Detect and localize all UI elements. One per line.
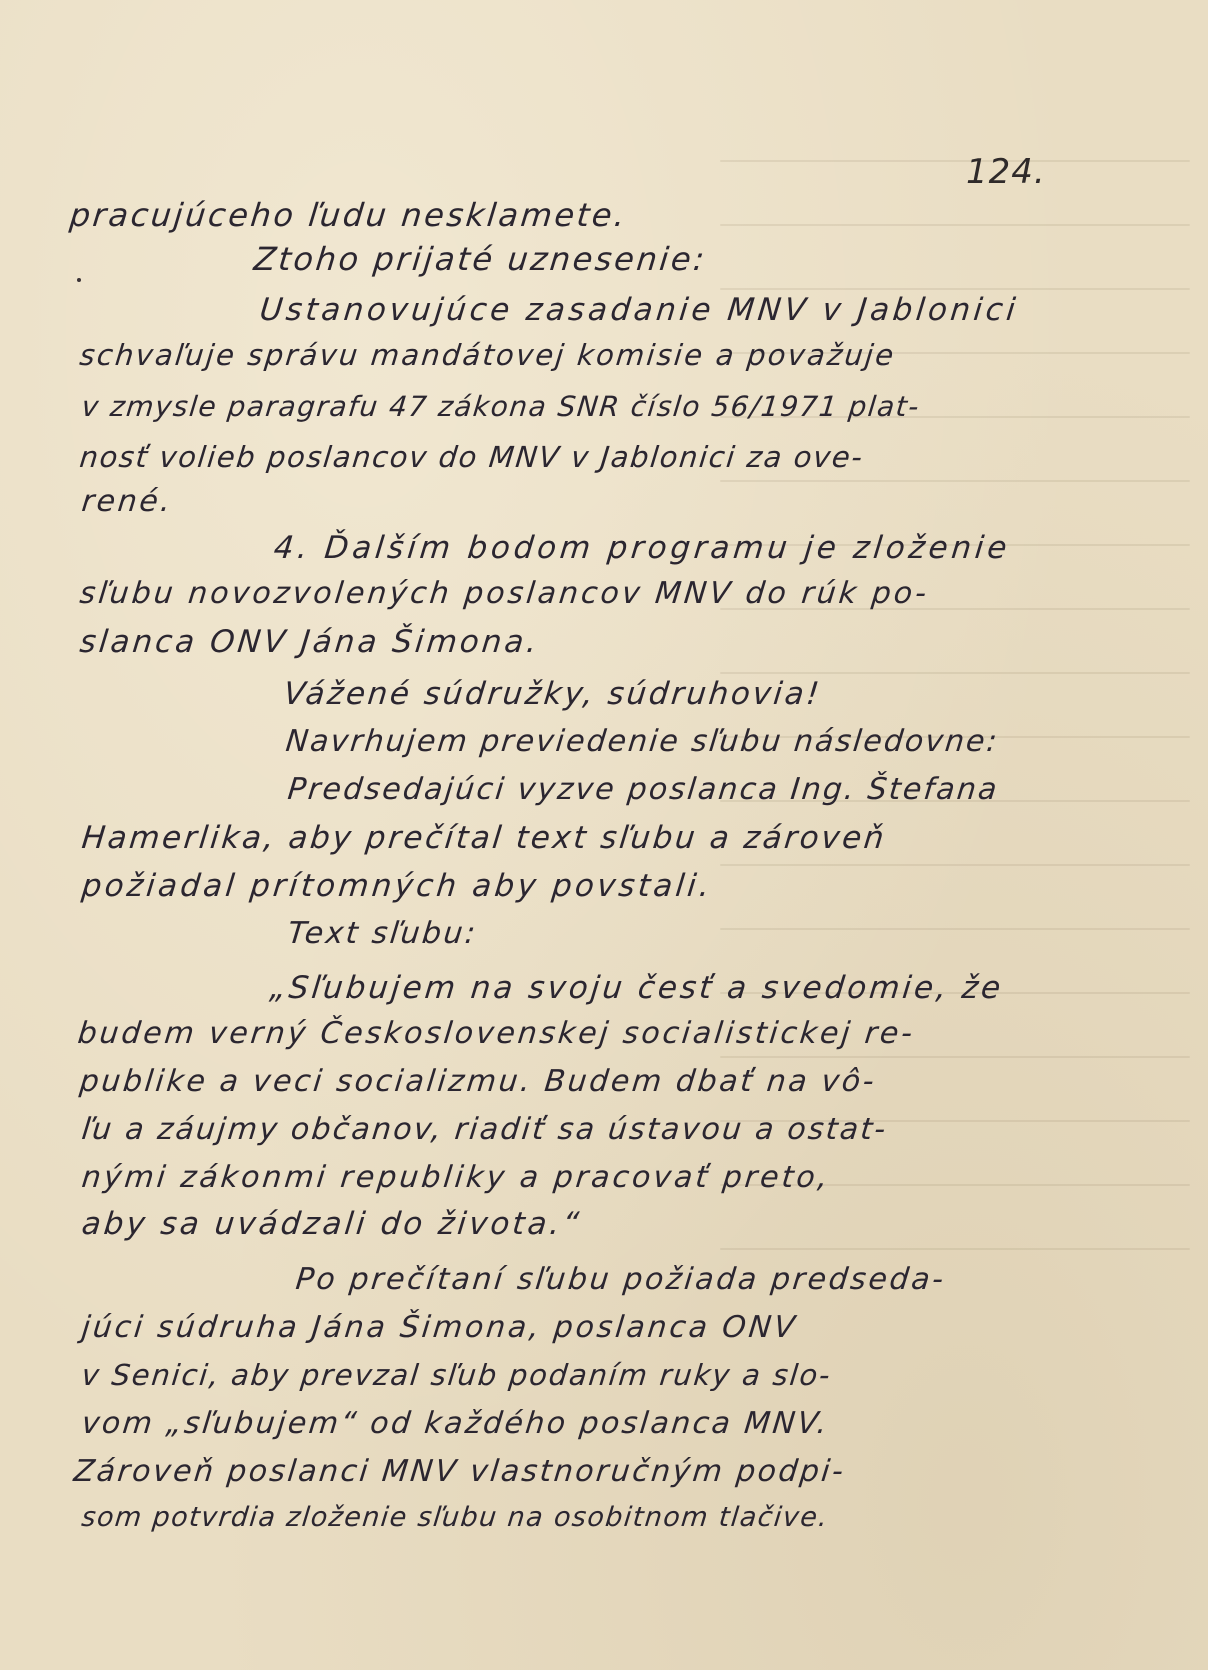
text-line: nými zákonmi republiky a pracovať preto, — [80, 1160, 833, 1195]
text-line: aby sa uvádzali do života.“ — [80, 1206, 584, 1242]
text-line: Ustanovujúce zasadanie MNV v Jablonici — [258, 292, 1021, 328]
text-line: nosť volieb poslancov do MNV v Jablonici za ove- — [78, 440, 866, 474]
text-line: vom „sľubujem“ od každého poslanca MNV. — [80, 1406, 831, 1441]
page-number: 124. — [966, 152, 1046, 192]
text-line: publike a veci socializmu. Budem dbať na vô- — [78, 1064, 879, 1099]
text-line: som potvrdia zloženie sľubu na osobitnom tlačive. — [80, 1502, 830, 1533]
text-line: Po prečítaní sľubu požiada predseda- — [294, 1262, 948, 1297]
text-line: slanca ONV Jána Šimona. — [78, 624, 542, 660]
text-line: Hamerlika, aby prečítal text sľubu a zároveň — [80, 820, 889, 856]
text-line: Ztoho prijaté uznesenie: — [252, 240, 709, 278]
text-line: požiadal prítomných aby povstali. — [80, 868, 715, 904]
text-line: pracujúceho ľudu nesklamete. — [68, 196, 630, 234]
text-line: rené. — [80, 484, 175, 519]
text-line: Vážené súdružky, súdruhovia! — [282, 676, 824, 712]
text-line: Predsedajúci vyzve poslanca Ing. Štefana — [286, 772, 1001, 807]
text-line: Zároveň poslanci MNV vlastnoručným podpi- — [72, 1454, 848, 1489]
text-line: Navrhujem previedenie sľubu následovne: — [284, 724, 1001, 759]
text-line: ľu a záujmy občanov, riadiť sa ústavou a ostat- — [80, 1112, 890, 1147]
ink-dot — [77, 278, 81, 282]
text-line: budem verný Československej socialistickej re- — [76, 1016, 917, 1051]
text-line: sľubu novozvolených poslancov MNV do rúk po- — [78, 576, 931, 611]
text-line: schvaľuje správu mandátovej komisie a považuje — [78, 338, 898, 372]
text-line: v zmysle paragrafu 47 zákona SNR číslo 56/1971 plat- — [80, 390, 922, 423]
text-line: v Senici, aby prevzal sľub podaním ruky a slo- — [80, 1358, 834, 1392]
text-line: 4. Ďalším bodom programu je zloženie — [272, 530, 1013, 566]
text-line: Text sľubu: — [286, 916, 480, 951]
text-line: „Sľubujem na svoju česť a svedomie, že — [268, 970, 1006, 1006]
text-line: júci súdruha Jána Šimona, poslanca ONV — [80, 1310, 800, 1345]
